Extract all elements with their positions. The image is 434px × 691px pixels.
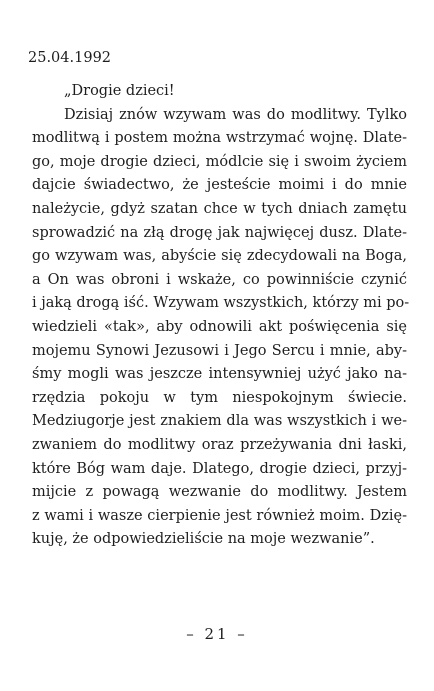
message-date: 25.04.1992 [28,50,112,66]
text-line: sprowadzić na złą drogę jak najwięcej dusz. Dlate- [32,224,407,241]
text-line: mijcie z powagą wezwanie do modlitwy. Jestem [32,484,407,501]
text-line: Dzisiaj znów wzywam was do modlitwy. Tylko [64,106,407,123]
message-text [32,80,410,552]
text-line: a On was obroni i wskaże, co powinniście czynić [32,271,407,288]
text-line: kuję, że odpowiedzieliście na moje wezwanie”. [32,531,375,548]
text-line: rzędzia pokoju w tym niespokojnym świecie. [32,389,407,406]
text-line: i jaką drogą iść. Wzywam wszystkich, którzy mi po- [32,295,410,312]
text-line: dajcie świadectwo, że jesteście moimi i do mnie [32,177,407,194]
text-line: z wami i wasze cierpienie jest również moim. Dzię- [32,507,407,524]
text-line: które Bóg wam daje. Dlatego, drogie dzieci, przyj- [32,460,407,477]
text-line: Medziugorje jest znakiem dla was wszystkich i we- [32,413,407,430]
text-line: zwaniem do modlitwy oraz przeżywania dni łaski, [32,436,407,453]
text-line: go wzywam was, abyście się zdecydowali na Boga, [32,248,407,265]
text-line: należycie, gdyż szatan chce w tych dniach zamętu [32,200,407,217]
text-line: śmy mogli was jeszcze intensywniej użyć jako na- [32,366,407,383]
text-line: „Drogie dzieci! [64,83,175,99]
text-line: mojemu Synowi Jezusowi i Jego Sercu i mnie, aby- [32,342,407,359]
text-line: wiedzieli «tak», aby odnowili akt poświęcenia się [32,318,407,335]
text-line: go, moje drogie dzieci, módlcie się i swoim życiem [32,153,407,170]
text-line: modlitwą i postem można wstrzymać wojnę. Dlate- [32,130,407,147]
page-number: – 21 – [186,625,248,643]
